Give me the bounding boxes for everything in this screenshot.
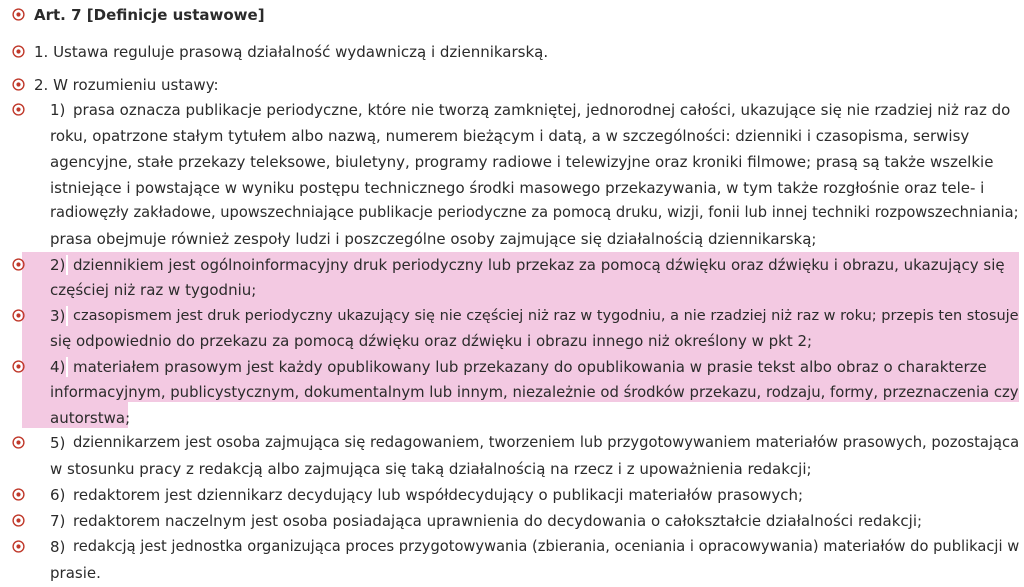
article-heading: Art. 7 [Definicje ustawowe] — [34, 6, 265, 24]
plus-circle-icon[interactable] — [12, 258, 25, 271]
item-number: 4) — [50, 358, 66, 376]
item-text-line: czasopismem jest druk periodyczny ukazujący się nie częściej niż raz w tygodniu, a nie rzadziej niż raz w roku; przepis ten stosuje — [73, 308, 1019, 324]
list-item-6 — [0, 482, 1024, 508]
paragraph-2-row — [0, 72, 1024, 98]
item-number: 5) — [50, 434, 66, 452]
item-text-line: w stosunku pracy z redakcją albo zajmująca się taką działalnością na rzecz i z upoważnienia redakcji; — [50, 460, 812, 478]
paragraph-1: 1. Ustawa reguluje prasową działalność wydawniczą i dziennikarską. — [34, 43, 549, 61]
item-text-line: redakcją jest jednostka organizująca proces przygotowywania (zbierania, oceniania i opracowywania) materiałów do publikacji w — [73, 538, 1020, 555]
plus-circle-icon[interactable] — [12, 103, 25, 116]
item-text-line: dziennikarzem jest osoba zajmująca się redagowaniem, tworzeniem lub przygotowywaniem materiałów prasowych, pozostająca — [73, 434, 1020, 451]
item-text-line: redaktorem jest dziennikarz decydujący lub współdecydujący o publikacji materiałów prasowych; — [73, 486, 804, 504]
number-separator — [66, 357, 68, 377]
list-item-4-cont — [0, 380, 1024, 406]
list-item-8-cont — [0, 560, 1024, 586]
item-text-line: informacyjnym, publicystycznym, dokumentalnym lub innym, niezależnie od środków przekazu, rodzaju, formy, przeznaczenia czy — [50, 384, 1019, 401]
item-text-line: istniejące i powstające w wyniku postępu technicznego środki masowego przekazywania, w tym także rozgłośnie oraz tele- i — [50, 179, 985, 197]
item-text-line: materiałem prasowym jest każdy opublikowany lub przekazany do opublikowania w prasie tekst albo obraz o charakterze — [73, 358, 987, 376]
item-number: 7) — [50, 512, 66, 530]
list-item-1 — [0, 97, 1024, 123]
item-text-line: prasa oznacza publikacje periodyczne, które nie tworzą zamkniętej, jednorodnej całości, ukazujące się nie rzadziej niż raz do — [73, 101, 1011, 119]
item-text-line: radiowęzły zakładowe, upowszechniające publikacje periodyczne za pomocą druku, wizji, fonii lub innej techniki rozpowszechniania; — [50, 204, 1019, 221]
plus-circle-icon[interactable] — [12, 309, 25, 322]
item-text-line: autorstwa; — [50, 409, 131, 427]
number-separator — [66, 306, 68, 326]
item-number: 8) — [50, 538, 66, 556]
list-item-5 — [0, 430, 1024, 456]
list-item-1-cont — [0, 200, 1024, 226]
plus-circle-icon[interactable] — [12, 514, 25, 527]
number-separator — [66, 255, 68, 275]
plus-circle-icon[interactable] — [12, 540, 25, 553]
item-text-line: agencyjne, stałe przekazy teleksowe, biuletyny, programy radiowe i telewizyjne oraz kroniki filmowe; prasą są także wszelkie — [50, 153, 994, 171]
item-number: 1) — [50, 101, 66, 119]
list-item-1-cont — [0, 149, 1024, 175]
plus-circle-icon[interactable] — [12, 8, 25, 21]
list-item-1-cont — [0, 123, 1024, 149]
plus-circle-icon[interactable] — [12, 45, 25, 58]
item-number: 3) — [50, 307, 66, 325]
list-item-7 — [0, 508, 1024, 534]
list-item-3-cont — [0, 328, 1024, 354]
list-item-4-cont — [0, 405, 1024, 431]
plus-circle-icon[interactable] — [12, 488, 25, 501]
paragraph-2: 2. W rozumieniu ustawy: — [34, 76, 219, 94]
item-text-line: się odpowiednio do przekazu za pomocą dźwięku oraz dźwięku i obrazu innego niż określony w pkt 2; — [50, 332, 813, 350]
plus-circle-icon[interactable] — [12, 436, 25, 449]
item-text-line: redaktorem naczelnym jest osoba posiadająca uprawnienia do decydowania o całokształcie działalności redakcji; — [73, 512, 923, 530]
item-text-line: prasie. — [50, 564, 101, 582]
item-number: 6) — [50, 486, 66, 504]
article-heading-row — [0, 2, 1024, 28]
list-item-8 — [0, 534, 1024, 560]
list-item-2-cont — [0, 277, 1024, 303]
list-item-5-cont — [0, 456, 1024, 482]
item-text-line: roku, opatrzone stałym tytułem albo nazwą, numerem bieżącym i datą, a w szczególności: dzienniki i czasopisma, serwisy — [50, 127, 970, 145]
item-text-line: częściej niż raz w tygodniu; — [50, 281, 257, 299]
list-item-3 — [0, 303, 1024, 329]
list-item-1-cont — [0, 175, 1024, 201]
paragraph-1-row — [0, 39, 1024, 65]
list-item-4 — [0, 354, 1024, 380]
plus-circle-icon[interactable] — [12, 360, 25, 373]
list-item-2 — [0, 252, 1024, 278]
item-number: 2) — [50, 256, 66, 274]
item-text-line: dziennikiem jest ogólnoinformacyjny druk periodyczny lub przekaz za pomocą dźwięku oraz dźwięku i obrazu, ukazujący się — [73, 256, 1005, 274]
plus-circle-icon[interactable] — [12, 78, 25, 91]
item-text-line: prasa obejmuje również zespoły ludzi i poszczególne osoby zajmujące się działalnością dziennikarską; — [50, 230, 817, 248]
list-item-1-cont — [0, 226, 1024, 252]
